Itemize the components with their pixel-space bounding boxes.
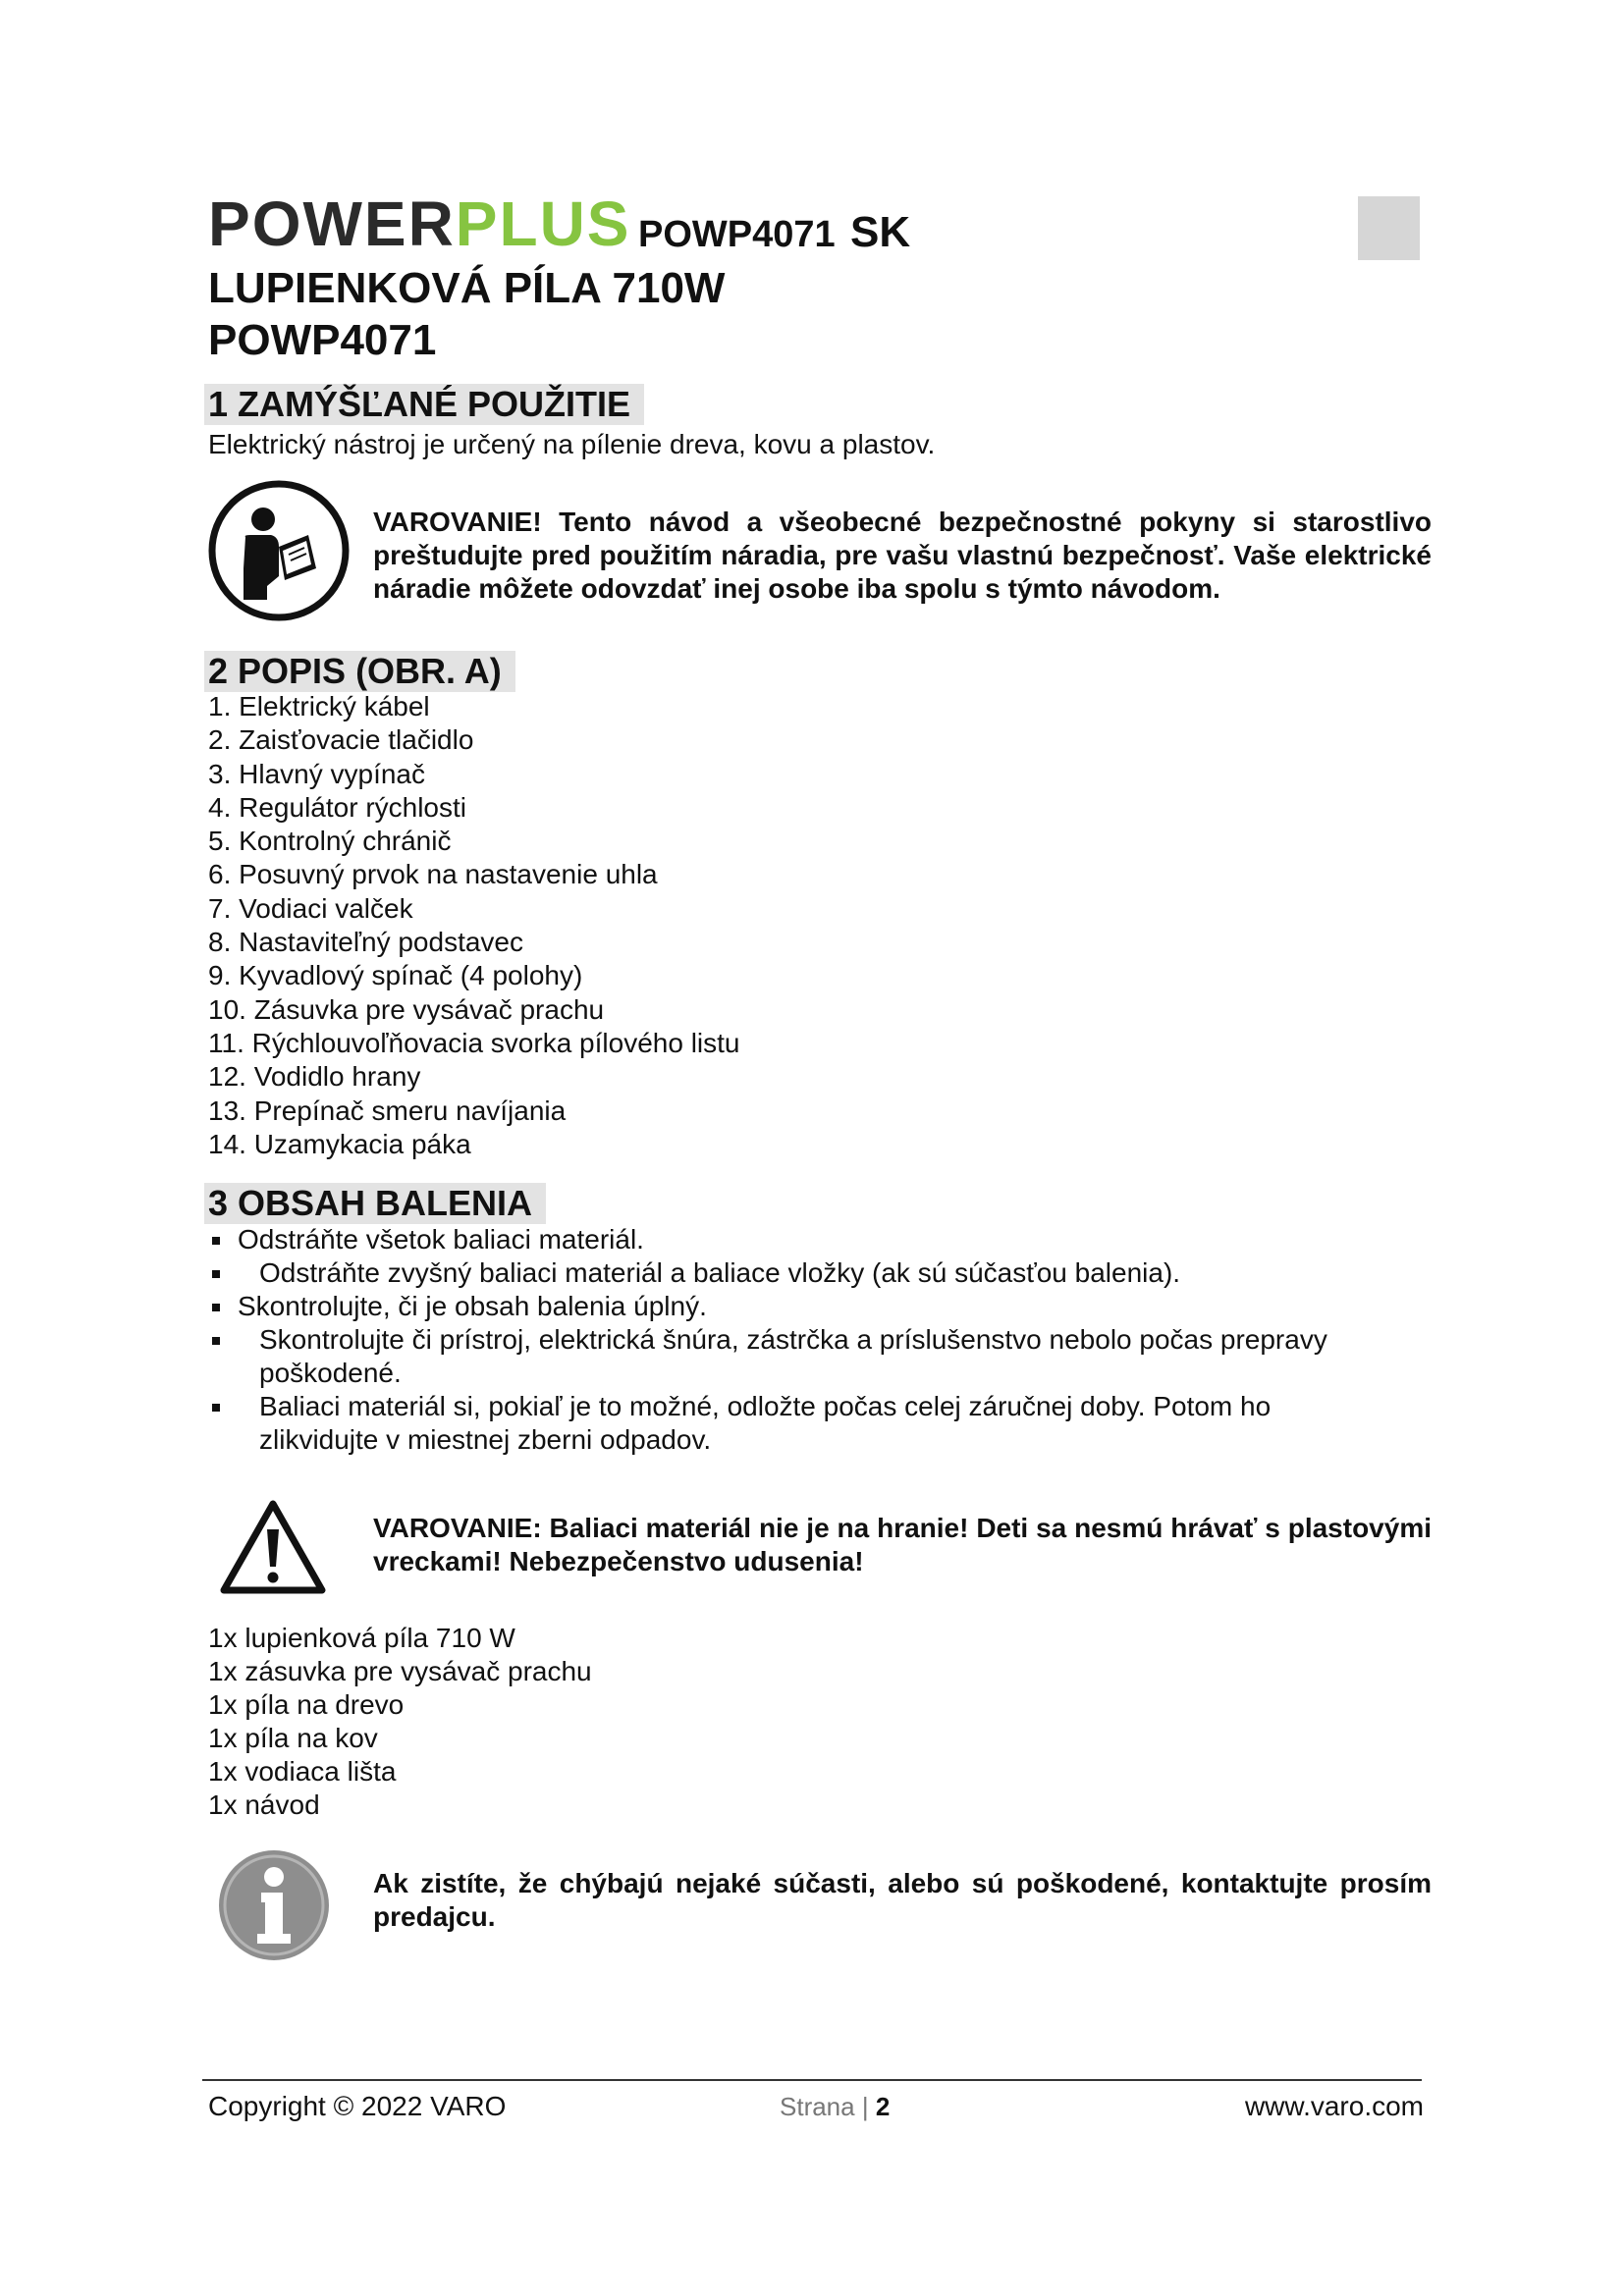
- list-item: 2. Zaisťovacie tlačidlo: [208, 724, 474, 756]
- document-subtitle: POWP4071: [208, 316, 437, 364]
- list-item: 5. Kontrolný chránič: [208, 826, 452, 857]
- header-model-code: POWP4071: [638, 214, 836, 255]
- bullet-marker: [212, 1337, 220, 1345]
- bullet-marker: [212, 1270, 220, 1278]
- list-item: [208, 1390, 1426, 1457]
- list-item: 1. Elektrický kábel: [208, 691, 430, 721]
- logo-plus-text: PLUS: [455, 188, 631, 259]
- section-heading-description: 2 POPIS (OBR. A): [204, 651, 515, 692]
- packaging-warning-text: VAROVANIE: Baliaci materiál nie je na hranie! Deti sa nesmú hrávať s plastovými vreckami! Nebezpečenstvo udusenia!: [373, 1513, 1432, 1576]
- footer-website: www.varo.com: [1244, 2091, 1424, 2121]
- footer-divider: [202, 2079, 1422, 2081]
- section-heading-package-contents: 3 OBSAH BALENIA: [204, 1183, 546, 1224]
- list-item: 3. Hlavný vypínač: [208, 758, 425, 789]
- info-icon: [216, 1847, 332, 1963]
- warning-triangle-icon: [218, 1498, 328, 1596]
- list-item: 1x píla na kov: [208, 1723, 378, 1753]
- list-item-text: Skontrolujte či prístroj, elektrická šnúra, zástrčka a príslušenstvo nebolo počas prepravy poškodené.: [259, 1324, 1327, 1388]
- list-item: 1x vodiaca lišta: [208, 1756, 397, 1787]
- brand-logo: [208, 188, 631, 259]
- footer-page-indicator: [780, 2089, 890, 2124]
- list-item: 9. Kyvadlový spínač (4 polohy): [208, 960, 583, 991]
- missing-parts-info-text: Ak zistíte, že chýbajú nejaké súčasti, alebo sú poškodené, kontaktujte prosím predajcu.: [373, 1868, 1432, 1932]
- list-item-text: Odstráňte zvyšný baliaci materiál a baliace vložky (ak sú súčasťou balenia).: [259, 1257, 1181, 1288]
- list-item: [208, 1223, 1426, 1256]
- bullet-marker: [212, 1404, 220, 1412]
- logo-power-text: POWER: [208, 188, 456, 259]
- unpacking-bullets: [208, 1223, 1426, 1457]
- list-item: 1x píla na drevo: [208, 1689, 405, 1720]
- list-item: 4. Regulátor rýchlosti: [208, 791, 467, 823]
- intended-use-text: Elektrický nástroj je určený na pílenie dreva, kovu a plastov.: [208, 429, 936, 459]
- safety-warning-text: VAROVANIE! Tento návod a všeobecné bezpečnostné pokyny si starostlivo preštudujte pred použitím náradia, pre vašu vlastnú bezpečnosť. Vaše elektrické náradie môžete odovzdať inej osobe iba spolu s týmto návodom.: [373, 507, 1432, 604]
- list-item-text: Baliaci materiál si, pokiaľ je to možné, odložte počas celej záručnej doby. Potom ho zlikvidujte v miestnej zberni odpadov.: [259, 1391, 1272, 1455]
- language-code: SK: [850, 208, 911, 256]
- bullet-marker: [212, 1304, 220, 1311]
- list-item: 1x zásuvka pre vysávač prachu: [208, 1656, 592, 1686]
- list-item: 1x lupienková píla 710 W: [208, 1623, 515, 1653]
- list-item: 14. Uzamykacia páka: [208, 1128, 471, 1159]
- page-number: 2: [875, 2092, 891, 2121]
- list-item: [208, 1323, 1426, 1390]
- page-separator: |: [861, 2092, 869, 2121]
- list-item: [208, 1290, 1426, 1323]
- list-item: 11. Rýchlouvoľňovacia svorka pílového listu: [208, 1027, 740, 1058]
- list-item: 1x návod: [208, 1789, 320, 1820]
- list-item: 10. Zásuvka pre vysávač prachu: [208, 993, 605, 1025]
- list-item-text: Odstráňte všetok baliaci materiál.: [238, 1224, 644, 1255]
- corner-marker: [1358, 196, 1420, 260]
- footer-copyright: Copyright © 2022 VARO: [208, 2091, 507, 2121]
- list-item: 8. Nastaviteľný podstavec: [208, 927, 524, 958]
- list-item: [208, 1256, 1426, 1290]
- list-item: 12. Vodidlo hrany: [208, 1061, 421, 1093]
- read-manual-icon: [206, 478, 352, 623]
- list-item: 13. Prepínač smeru navíjania: [208, 1095, 567, 1126]
- page-label: Strana: [780, 2092, 855, 2121]
- list-item: 6. Posuvný prvok na nastavenie uhla: [208, 859, 658, 890]
- list-item-text: Skontrolujte, či je obsah balenia úplný.: [238, 1291, 707, 1321]
- parts-list: [208, 690, 740, 1161]
- section-heading-intended-use: 1 ZAMÝŠĽANÉ POUŽITIE: [204, 384, 644, 425]
- package-contents-list: [208, 1622, 592, 1822]
- document-title: LUPIENKOVÁ PÍLA 710W: [208, 264, 726, 312]
- list-item: 7. Vodiaci valček: [208, 892, 413, 924]
- bullet-marker: [212, 1237, 220, 1245]
